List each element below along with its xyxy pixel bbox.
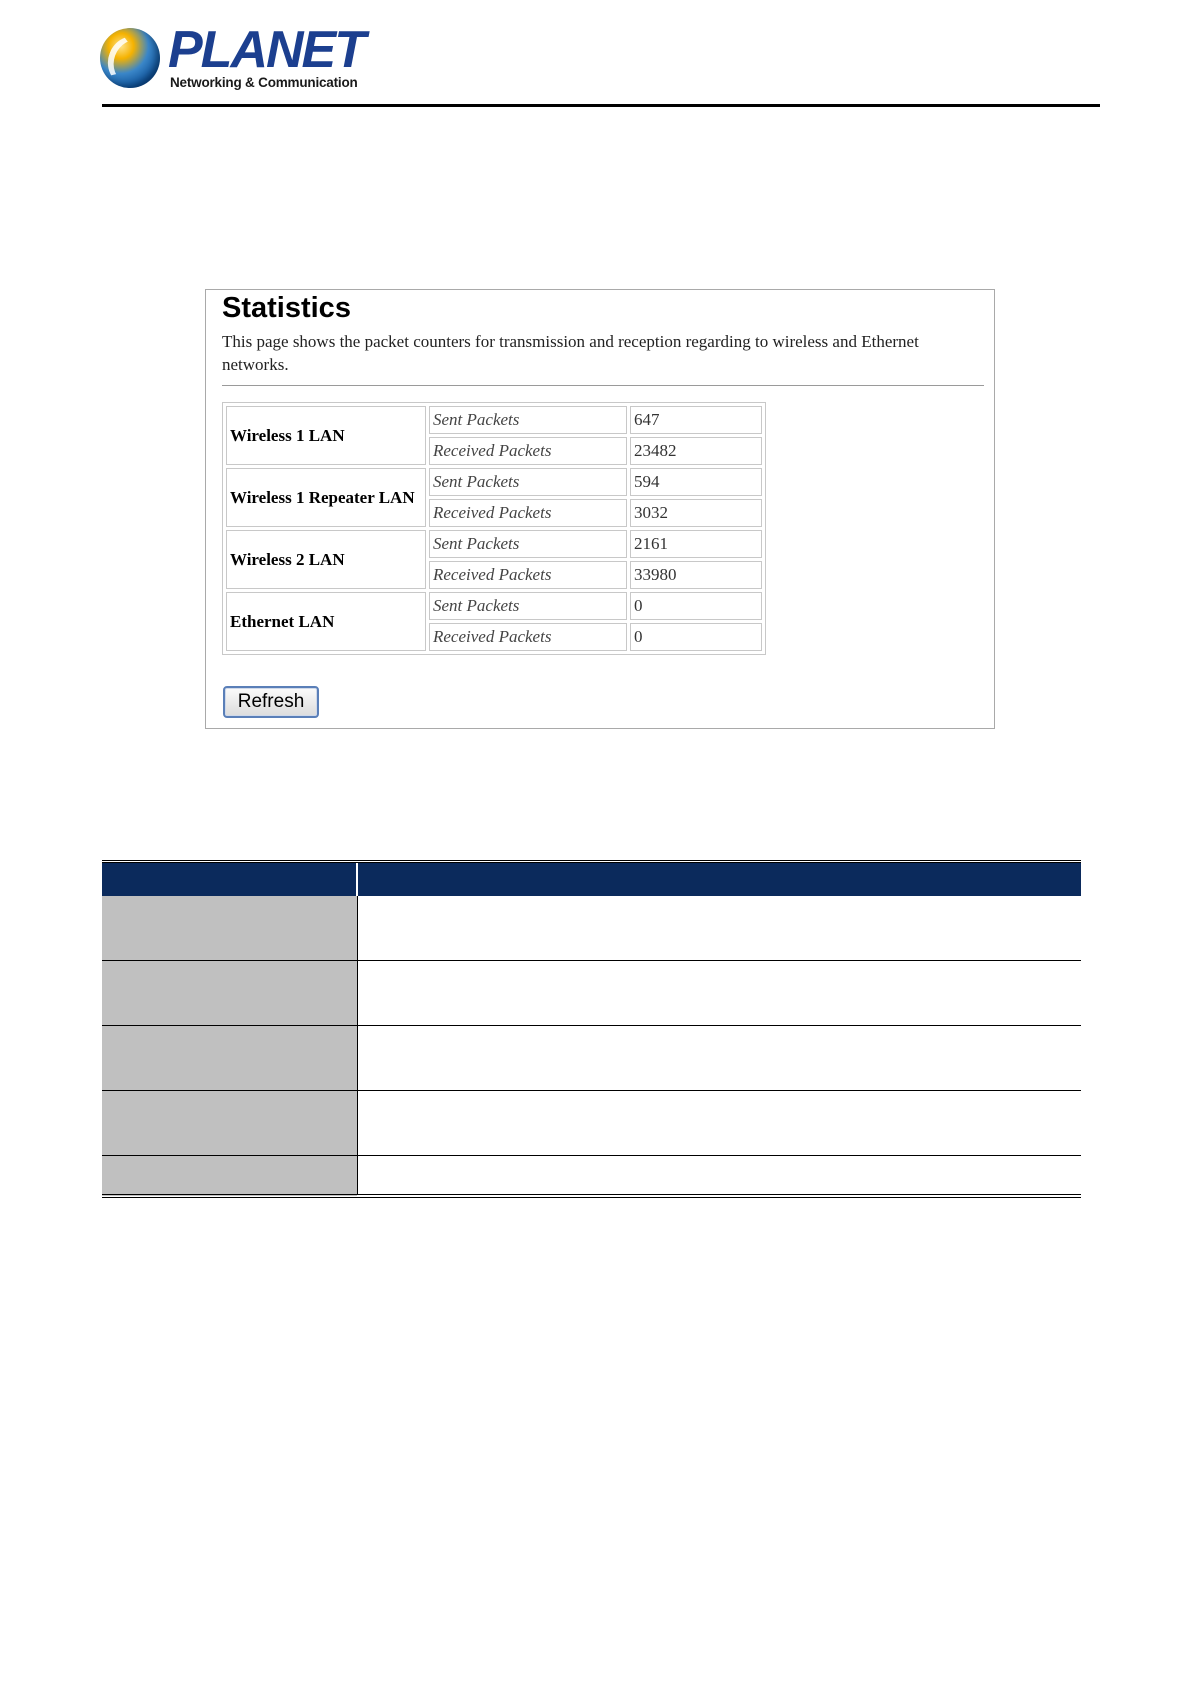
table-row [226,468,762,496]
page-title: Statistics [222,292,351,324]
row-value: 23482 [630,437,762,465]
row-value: 33980 [630,561,762,589]
row-value: 647 [630,406,762,434]
description-cell [357,896,1081,961]
header-divider [102,104,1100,107]
row-value: 594 [630,468,762,496]
table-row [102,961,1081,1026]
panel-divider [222,385,984,386]
row-value: 0 [630,623,762,651]
row-label: Received Packets [429,623,627,651]
object-cell [102,961,357,1026]
table-row [102,1026,1081,1091]
table-row [102,896,1081,961]
object-cell [102,1091,357,1156]
logo-tagline: Networking & Communication [170,75,358,90]
row-value: 0 [630,592,762,620]
logo-brand: PLANET [168,21,364,79]
row-value: 3032 [630,499,762,527]
section-name: Ethernet LAN [226,592,426,651]
row-label: Sent Packets [429,530,627,558]
description-table [102,860,1081,1198]
row-label: Sent Packets [429,592,627,620]
row-label: Sent Packets [429,406,627,434]
object-cell [102,896,357,961]
row-value: 2161 [630,530,762,558]
section-name: Wireless 2 LAN [226,530,426,589]
row-label: Received Packets [429,437,627,465]
page-description: This page shows the packet counters for transmission and reception regarding to wireless and Ethernet networks. [222,332,919,374]
planet-globe-icon [100,28,160,88]
statistics-panel [205,289,995,729]
table-row [102,1091,1081,1156]
table-row [226,592,762,620]
planet-logo [100,21,364,94]
description-cell [357,1091,1081,1156]
statistics-table [222,402,766,655]
refresh-button[interactable]: Refresh [223,686,319,718]
row-label: Received Packets [429,561,627,589]
description-cell [357,961,1081,1026]
column-header-description [357,862,1081,897]
description-cell [357,1026,1081,1091]
table-row [226,530,762,558]
table-header-row [102,862,1081,897]
object-cell [102,1156,357,1197]
table-row [102,1156,1081,1197]
section-name: Wireless 1 Repeater LAN [226,468,426,527]
section-name: Wireless 1 LAN [226,406,426,465]
row-label: Sent Packets [429,468,627,496]
table-row [226,406,762,434]
row-label: Received Packets [429,499,627,527]
description-cell [357,1156,1081,1197]
column-header-object [102,862,357,897]
object-cell [102,1026,357,1091]
